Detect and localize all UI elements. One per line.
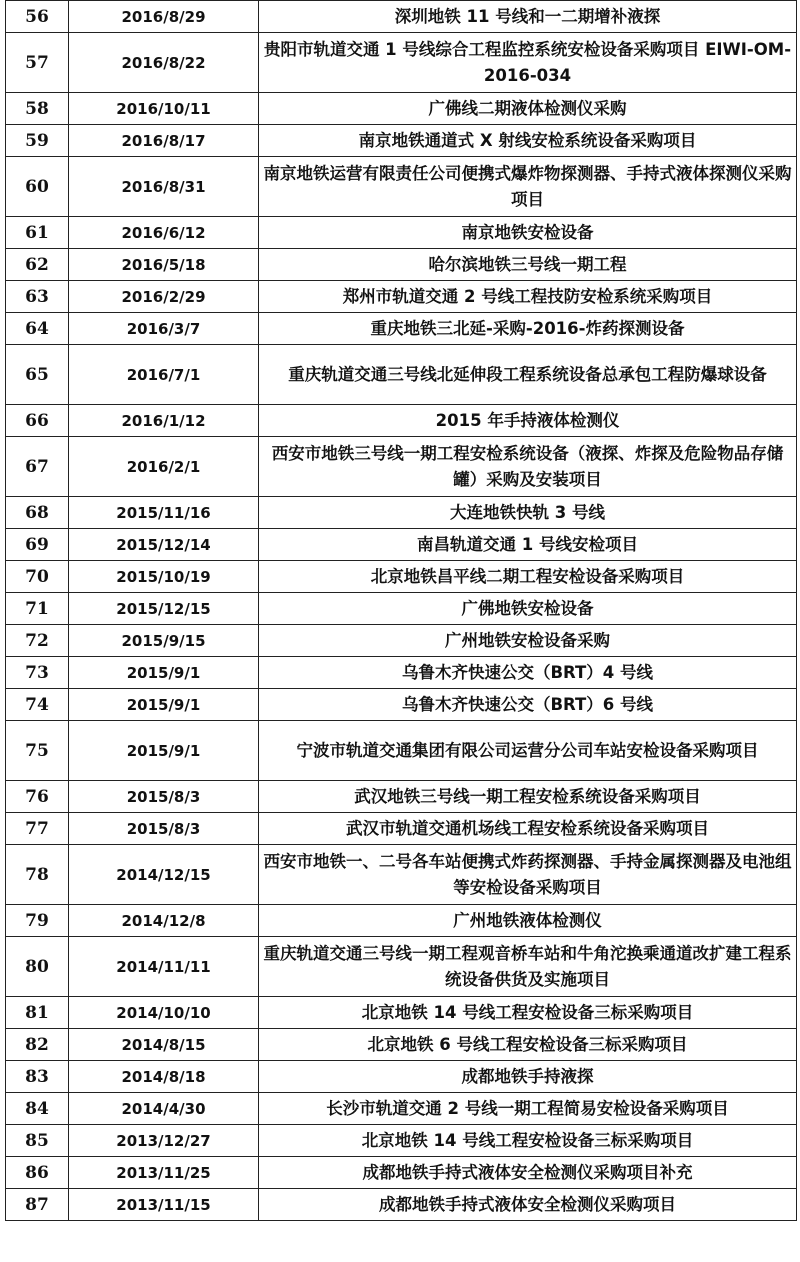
row-number: 62 [6, 249, 69, 281]
row-project-name: 2015 年手持液体检测仪 [259, 405, 797, 437]
row-number: 64 [6, 313, 69, 345]
row-project-name: 成都地铁手持式液体安全检测仪采购项目 [259, 1189, 797, 1221]
row-date: 2014/4/30 [69, 1093, 259, 1125]
row-project-name: 南昌轨道交通 1 号线安检项目 [259, 529, 797, 561]
table-row [6, 657, 797, 689]
row-date: 2015/8/3 [69, 781, 259, 813]
row-number: 77 [6, 813, 69, 845]
row-number: 74 [6, 689, 69, 721]
row-date: 2013/11/15 [69, 1189, 259, 1221]
table-row [6, 721, 797, 781]
row-number: 57 [6, 33, 69, 93]
table-row [6, 405, 797, 437]
row-number: 75 [6, 721, 69, 781]
table-row [6, 1061, 797, 1093]
row-number: 56 [6, 1, 69, 33]
table-row [6, 561, 797, 593]
table-row [6, 217, 797, 249]
table-row [6, 937, 797, 997]
row-date: 2015/12/14 [69, 529, 259, 561]
row-project-name: 成都地铁手持式液体安全检测仪采购项目补充 [259, 1157, 797, 1189]
row-date: 2016/8/17 [69, 125, 259, 157]
row-project-name: 广州地铁液体检测仪 [259, 905, 797, 937]
row-date: 2016/1/12 [69, 405, 259, 437]
row-project-name: 广州地铁安检设备采购 [259, 625, 797, 657]
row-project-name: 重庆轨道交通三号线北延伸段工程系统设备总承包工程防爆球设备 [259, 345, 797, 405]
row-date: 2016/8/22 [69, 33, 259, 93]
row-project-name: 重庆地铁三北延-采购-2016-炸药探测设备 [259, 313, 797, 345]
table-row [6, 529, 797, 561]
table-row [6, 437, 797, 497]
row-number: 81 [6, 997, 69, 1029]
table-row [6, 905, 797, 937]
row-number: 70 [6, 561, 69, 593]
row-project-name: 北京地铁 14 号线工程安检设备三标采购项目 [259, 1125, 797, 1157]
row-project-name: 武汉地铁三号线一期工程安检系统设备采购项目 [259, 781, 797, 813]
table-row [6, 1029, 797, 1061]
row-date: 2015/11/16 [69, 497, 259, 529]
row-number: 73 [6, 657, 69, 689]
table-row [6, 1125, 797, 1157]
row-date: 2016/3/7 [69, 313, 259, 345]
table-row [6, 1157, 797, 1189]
row-number: 67 [6, 437, 69, 497]
row-date: 2014/12/8 [69, 905, 259, 937]
row-number: 72 [6, 625, 69, 657]
row-project-name: 北京地铁 6 号线工程安检设备三标采购项目 [259, 1029, 797, 1061]
table-row [6, 125, 797, 157]
project-table [5, 0, 797, 1221]
row-project-name: 北京地铁昌平线二期工程安检设备采购项目 [259, 561, 797, 593]
row-date: 2016/2/1 [69, 437, 259, 497]
table-row [6, 781, 797, 813]
row-date: 2016/5/18 [69, 249, 259, 281]
row-project-name: 贵阳市轨道交通 1 号线综合工程监控系统安检设备采购项目 EIWI-OM-2016-034 [259, 33, 797, 93]
table-row [6, 1189, 797, 1221]
row-number: 61 [6, 217, 69, 249]
row-number: 63 [6, 281, 69, 313]
row-number: 82 [6, 1029, 69, 1061]
row-number: 85 [6, 1125, 69, 1157]
row-project-name: 北京地铁 14 号线工程安检设备三标采购项目 [259, 997, 797, 1029]
row-number: 86 [6, 1157, 69, 1189]
row-project-name: 成都地铁手持液探 [259, 1061, 797, 1093]
row-number: 65 [6, 345, 69, 405]
row-date: 2014/12/15 [69, 845, 259, 905]
row-project-name: 宁波市轨道交通集团有限公司运营分公司车站安检设备采购项目 [259, 721, 797, 781]
table-row [6, 313, 797, 345]
table-row [6, 997, 797, 1029]
row-project-name: 哈尔滨地铁三号线一期工程 [259, 249, 797, 281]
row-project-name: 广佛地铁安检设备 [259, 593, 797, 625]
table-row [6, 345, 797, 405]
table-row [6, 33, 797, 93]
row-date: 2015/9/1 [69, 721, 259, 781]
row-date: 2015/9/15 [69, 625, 259, 657]
row-number: 76 [6, 781, 69, 813]
table-row [6, 1, 797, 33]
row-number: 80 [6, 937, 69, 997]
row-project-name: 长沙市轨道交通 2 号线一期工程简易安检设备采购项目 [259, 1093, 797, 1125]
row-date: 2015/9/1 [69, 657, 259, 689]
row-date: 2016/6/12 [69, 217, 259, 249]
row-number: 58 [6, 93, 69, 125]
table-row [6, 689, 797, 721]
table-row [6, 249, 797, 281]
row-project-name: 大连地铁快轨 3 号线 [259, 497, 797, 529]
table-row [6, 1093, 797, 1125]
row-project-name: 南京地铁通道式 X 射线安检系统设备采购项目 [259, 125, 797, 157]
table-row [6, 625, 797, 657]
project-table-body [6, 1, 797, 1221]
row-project-name: 南京地铁运营有限责任公司便携式爆炸物探测器、手持式液体探测仪采购项目 [259, 157, 797, 217]
table-row [6, 593, 797, 625]
row-number: 78 [6, 845, 69, 905]
row-date: 2013/12/27 [69, 1125, 259, 1157]
row-project-name: 广佛线二期液体检测仪采购 [259, 93, 797, 125]
row-date: 2014/8/15 [69, 1029, 259, 1061]
row-date: 2014/10/10 [69, 997, 259, 1029]
row-number: 79 [6, 905, 69, 937]
row-number: 66 [6, 405, 69, 437]
row-project-name: 武汉市轨道交通机场线工程安检系统设备采购项目 [259, 813, 797, 845]
row-number: 83 [6, 1061, 69, 1093]
row-date: 2014/11/11 [69, 937, 259, 997]
row-date: 2015/10/19 [69, 561, 259, 593]
row-project-name: 西安市地铁一、二号各车站便携式炸药探测器、手持金属探测器及电池组等安检设备采购项目 [259, 845, 797, 905]
table-row [6, 845, 797, 905]
row-date: 2015/9/1 [69, 689, 259, 721]
row-number: 84 [6, 1093, 69, 1125]
row-project-name: 南京地铁安检设备 [259, 217, 797, 249]
table-row [6, 93, 797, 125]
row-number: 60 [6, 157, 69, 217]
row-date: 2016/7/1 [69, 345, 259, 405]
table-row [6, 157, 797, 217]
row-date: 2016/8/29 [69, 1, 259, 33]
row-project-name: 乌鲁木齐快速公交（BRT）6 号线 [259, 689, 797, 721]
row-number: 87 [6, 1189, 69, 1221]
row-date: 2014/8/18 [69, 1061, 259, 1093]
table-row [6, 813, 797, 845]
table-row [6, 281, 797, 313]
row-project-name: 深圳地铁 11 号线和一二期增补液探 [259, 1, 797, 33]
row-project-name: 乌鲁木齐快速公交（BRT）4 号线 [259, 657, 797, 689]
row-date: 2016/8/31 [69, 157, 259, 217]
row-number: 59 [6, 125, 69, 157]
row-number: 68 [6, 497, 69, 529]
row-number: 71 [6, 593, 69, 625]
row-project-name: 郑州市轨道交通 2 号线工程技防安检系统采购项目 [259, 281, 797, 313]
table-row [6, 497, 797, 529]
row-date: 2013/11/25 [69, 1157, 259, 1189]
row-project-name: 西安市地铁三号线一期工程安检系统设备（液探、炸探及危险物品存储罐）采购及安装项目 [259, 437, 797, 497]
row-date: 2015/12/15 [69, 593, 259, 625]
row-date: 2015/8/3 [69, 813, 259, 845]
row-date: 2016/10/11 [69, 93, 259, 125]
row-number: 69 [6, 529, 69, 561]
row-project-name: 重庆轨道交通三号线一期工程观音桥车站和牛角沱换乘通道改扩建工程系统设备供货及实施项目 [259, 937, 797, 997]
row-date: 2016/2/29 [69, 281, 259, 313]
